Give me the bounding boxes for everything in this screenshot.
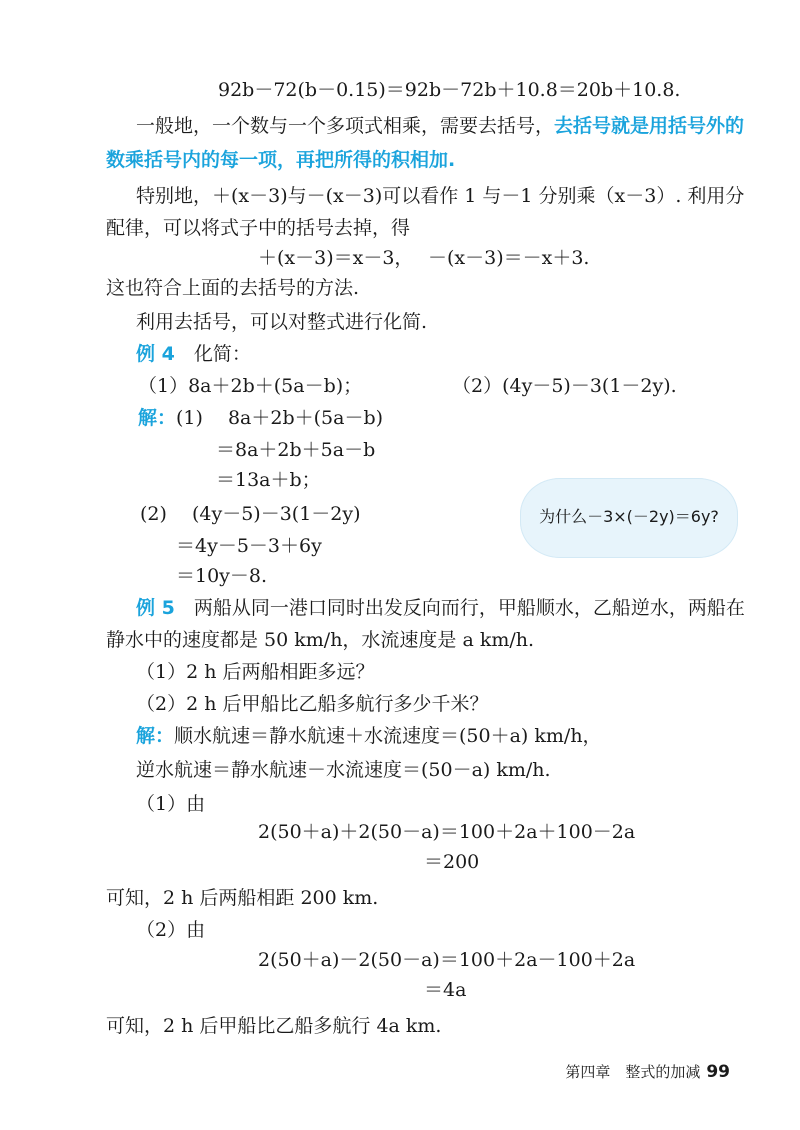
equation-line: －(x－3)＝－x＋3. [428,247,590,269]
solution-line: ＝4y－5－3＋6y [176,535,322,557]
solution-line [138,404,383,432]
solution-line: 逆水航速＝静水航速－水流速度＝(50－a) km/h. [136,759,551,781]
example-label: 例 4 [136,343,175,365]
solution-line: ＝13a＋b； [216,469,321,491]
equation-line: ＋(x－3)＝x－3， [258,247,414,269]
rule-highlight: 去括号就是用括号外的 [554,115,745,137]
thought-bubble [520,478,738,558]
example-heading [136,594,745,622]
paragraph-line: 静水中的速度都是 50 km/h，水流速度是 a km/h. [106,629,535,651]
example-heading [136,340,251,368]
equation-line: 2(50＋a)－2(50－a)＝100＋2a－100＋2a [258,949,636,971]
solution-line: (2) (4y－5)－3(1－2y) [140,503,361,525]
solution-line: ＝10y－8. [176,565,268,587]
solution-text: (1) 8a＋2b＋(5a－b) [176,407,384,429]
text-span: 一般地，一个数与一个多项式相乘，需要去括号， [136,115,555,137]
solution-label: 解： [136,725,175,747]
equation-line: ＝200 [424,851,480,873]
paragraph-line: 可知，2 h 后两船相距 200 km. [106,887,379,909]
paragraph-line: 配律，可以将式子中的括号去掉，得 [106,217,411,239]
problem-line: （2）(4y－5)－3(1－2y). [452,375,677,397]
problem-line: （1）8a＋2b＋(5a－b)； [138,375,363,397]
solution-line: （1）由 [136,793,206,815]
equation-line: 2(50＋a)＋2(50－a)＝100＋2a＋100－2a [258,821,636,843]
equation-line: ＝4a [424,979,467,1001]
solution-text: 顺水航速＝静水航速＋水流速度＝(50＋a) km/h， [174,725,602,747]
solution-line: ＝8a＋2b＋5a－b [216,439,376,461]
question-line: （1）2 h 后两船相距多远？ [136,661,375,683]
solution-line [136,722,602,750]
paragraph-line: 这也符合上面的去括号的方法. [106,277,360,299]
equation-line: 92b－72(b－0.15)＝92b－72b＋10.8＝20b＋10.8. [218,79,681,101]
solution-line: （2）由 [136,919,206,941]
chapter-title: 第四章 整式的加减 [565,1063,701,1081]
page-number: 99 [706,1062,730,1082]
paragraph-line [136,112,744,140]
example-label: 例 5 [136,597,175,619]
example-title: 化简： [193,343,251,365]
example-text: 两船从同一港口同时出发反向而行，甲船顺水，乙船逆水，两船在 [193,597,745,619]
paragraph-line: 特别地，＋(x－3)与－(x－3)可以看作 1 与－1 分别乘（x－3）. 利用分 [136,185,745,207]
paragraph-line: 利用去括号，可以对整式进行化简. [136,311,428,333]
page-footer [530,1060,730,1084]
question-line: （2）2 h 后甲船比乙船多航行多少千米？ [136,693,489,715]
paragraph-line: 可知，2 h 后甲船比乙船多航行 4a km. [106,1015,442,1037]
rule-highlight-line: 数乘括号内的每一项，再把所得的积相加. [106,149,456,171]
solution-label: 解： [138,407,177,429]
thought-bubble-text: 为什么－3×(－2y)＝6y? [539,507,719,526]
